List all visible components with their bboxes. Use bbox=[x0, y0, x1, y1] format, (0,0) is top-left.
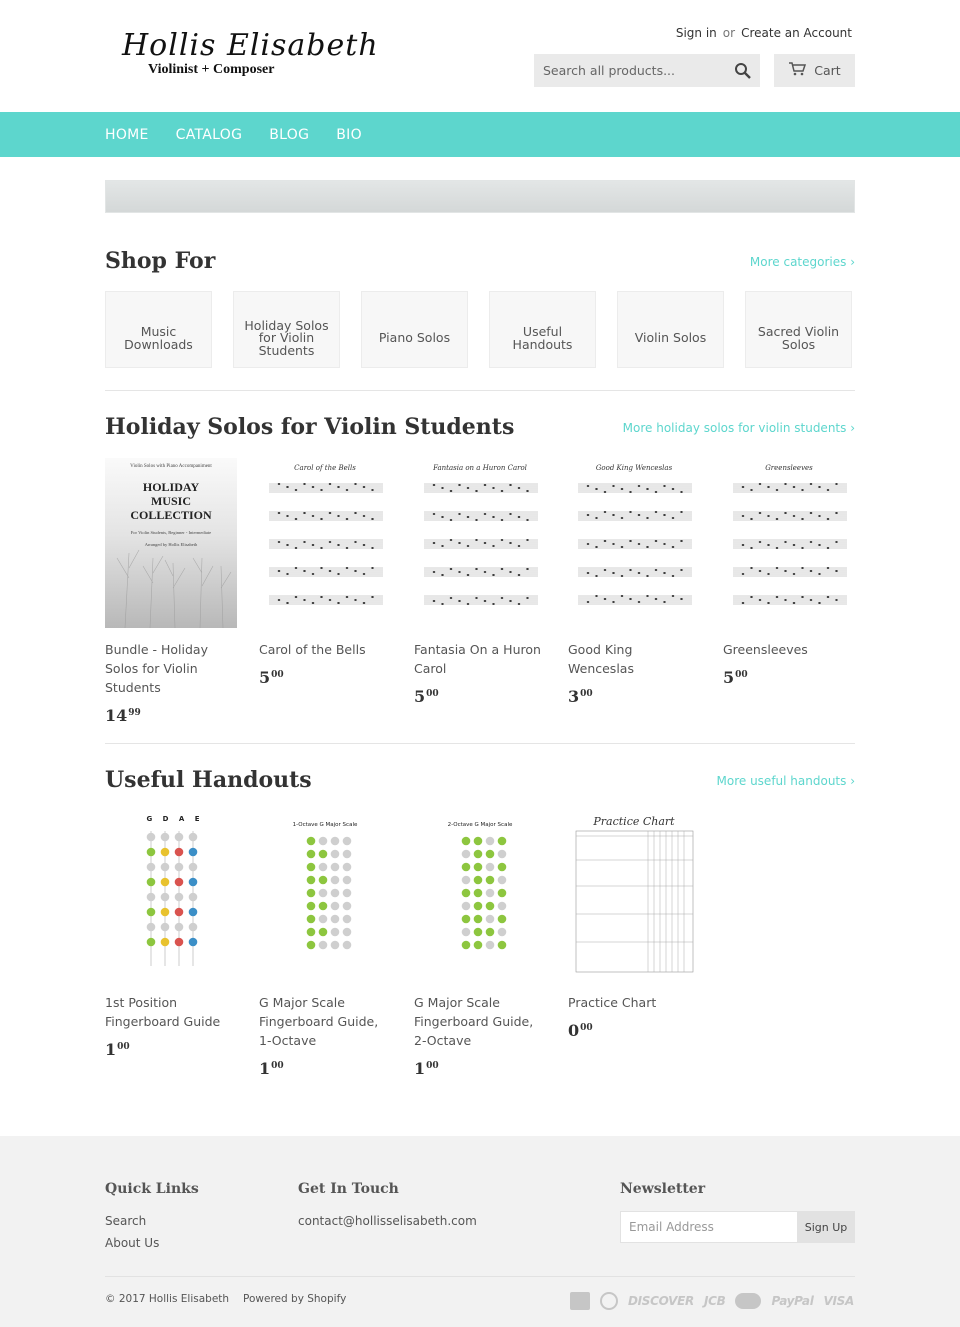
product-price bbox=[105, 706, 237, 725]
sheet-title: Fantasia on a Huron Carol bbox=[433, 464, 527, 472]
divider bbox=[105, 390, 855, 391]
price-cents: 00 bbox=[580, 1023, 593, 1033]
staff-lines bbox=[568, 458, 700, 628]
nav-item-blog[interactable]: BLOG bbox=[269, 126, 310, 143]
category-violin-solos[interactable]: Violin Solos bbox=[617, 291, 724, 368]
or-text: or bbox=[722, 26, 736, 40]
more-holiday-link[interactable]: More holiday solos for violin students › bbox=[622, 421, 855, 435]
create-account-link[interactable]: Create an Account bbox=[741, 26, 852, 40]
product-price bbox=[414, 1059, 546, 1078]
logo-script-text: Hollis Elisabeth bbox=[122, 28, 379, 63]
cart-label: Cart bbox=[814, 63, 841, 78]
scale-title: 2-Octave G Major Scale bbox=[447, 822, 513, 828]
hero-banner[interactable] bbox=[105, 180, 855, 213]
handouts-section-title: Useful Handouts bbox=[105, 767, 312, 793]
product-image-scale-guide[interactable] bbox=[259, 811, 391, 981]
diners-icon bbox=[600, 1292, 618, 1310]
cover-level: For Violin Students, Beginner - Intermediate bbox=[130, 530, 212, 535]
divider bbox=[105, 743, 855, 744]
product-price bbox=[568, 1021, 700, 1040]
site-header bbox=[0, 0, 960, 112]
price-cents: 00 bbox=[735, 670, 748, 680]
search-input[interactable] bbox=[534, 54, 724, 87]
main-nav bbox=[0, 112, 960, 157]
cover-subtitle: Violin Solos with Piano Accompaniment bbox=[130, 464, 212, 469]
product-card[interactable] bbox=[259, 811, 391, 1078]
staff-lines bbox=[259, 458, 391, 628]
nav-item-catalog[interactable]: CATALOG bbox=[175, 126, 243, 143]
product-image-holiday-cover[interactable] bbox=[105, 458, 237, 628]
sheet-title: Greensleeves bbox=[765, 464, 813, 472]
sheet-title: Carol of the Bells bbox=[294, 464, 356, 472]
product-price bbox=[568, 687, 700, 706]
cart-icon bbox=[788, 62, 806, 79]
staff-lines bbox=[723, 458, 855, 628]
product-image-practice-chart[interactable] bbox=[568, 811, 700, 981]
price-main: 5 bbox=[723, 668, 735, 687]
holiday-section-title: Holiday Solos for Violin Students bbox=[105, 414, 515, 440]
price-cents: 00 bbox=[580, 689, 593, 699]
product-image-fingerboard[interactable] bbox=[105, 811, 237, 981]
product-title[interactable]: G Major Scale Fingerboard Guide, 2-Octave bbox=[414, 995, 534, 1048]
product-title[interactable]: G Major Scale Fingerboard Guide, 1-Octave bbox=[259, 995, 379, 1048]
product-price bbox=[105, 1040, 237, 1059]
price-main: 5 bbox=[259, 668, 271, 687]
product-card[interactable] bbox=[105, 458, 237, 725]
category-useful-handouts[interactable]: Useful Handouts bbox=[489, 291, 596, 368]
price-cents: 00 bbox=[271, 670, 284, 680]
discover-icon: DISCOVER bbox=[627, 1294, 694, 1308]
category-sacred-violin-solos[interactable]: Sacred Violin Solos bbox=[745, 291, 852, 368]
price-cents: 00 bbox=[426, 1061, 439, 1071]
product-title[interactable]: Practice Chart bbox=[568, 995, 657, 1010]
product-image-sheet-music[interactable] bbox=[259, 458, 391, 628]
nav-item-bio[interactable]: BIO bbox=[336, 126, 362, 143]
price-main: 1 bbox=[105, 1040, 117, 1059]
footer-link-about[interactable]: About Us bbox=[105, 1236, 160, 1250]
visa-icon: VISA bbox=[823, 1294, 854, 1308]
copyright bbox=[105, 1293, 346, 1305]
nav-item-home[interactable]: HOME bbox=[105, 126, 149, 143]
account-links bbox=[676, 26, 852, 40]
product-image-sheet-music[interactable] bbox=[723, 458, 855, 628]
price-main: 1 bbox=[414, 1059, 426, 1078]
cover-word-1: HOLIDAY bbox=[142, 480, 200, 494]
cover-word-3: COLLECTION bbox=[130, 508, 212, 522]
product-price bbox=[259, 1059, 391, 1078]
category-music-downloads[interactable]: Music Downloads bbox=[105, 291, 212, 368]
price-cents: 00 bbox=[426, 689, 439, 699]
get-in-touch-title: Get In Touch bbox=[298, 1181, 399, 1197]
newsletter-email-input[interactable]: Email Address bbox=[620, 1211, 798, 1243]
newsletter-title: Newsletter bbox=[620, 1181, 706, 1197]
cart-button[interactable] bbox=[774, 54, 855, 87]
mastercard-icon bbox=[735, 1293, 761, 1309]
logo-subtitle: Violinist + Composer bbox=[148, 62, 275, 77]
search-form bbox=[534, 54, 760, 87]
category-holiday-solos[interactable]: Holiday Solos for Violin Students bbox=[233, 291, 340, 368]
practice-chart-title: Practice Chart bbox=[593, 815, 675, 828]
footer-divider bbox=[105, 1276, 855, 1277]
product-card[interactable] bbox=[259, 458, 391, 687]
price-main: 1 bbox=[259, 1059, 271, 1078]
product-card[interactable] bbox=[105, 811, 237, 1059]
search-icon[interactable] bbox=[734, 62, 752, 80]
product-price bbox=[414, 687, 546, 706]
scale-title: 1-Octave G Major Scale bbox=[292, 822, 358, 828]
product-image-sheet-music[interactable] bbox=[414, 458, 546, 628]
product-title[interactable]: Fantasia On a Huron Carol bbox=[414, 642, 541, 676]
amex-icon bbox=[570, 1292, 590, 1310]
product-card[interactable] bbox=[568, 458, 700, 706]
product-card[interactable] bbox=[414, 458, 546, 706]
shop-for-title: Shop For bbox=[105, 248, 216, 274]
product-image-scale-guide[interactable] bbox=[414, 811, 546, 981]
copyright-text: © 2017 Hollis Elisabeth bbox=[105, 1293, 230, 1305]
quick-links-title: Quick Links bbox=[105, 1181, 199, 1197]
category-piano-solos[interactable]: Piano Solos bbox=[361, 291, 468, 368]
string-names: G D A E bbox=[146, 815, 204, 823]
footer-link-search[interactable]: Search bbox=[105, 1214, 147, 1228]
jcb-icon: JCB bbox=[703, 1294, 726, 1308]
product-price bbox=[723, 668, 855, 687]
more-handouts-link[interactable]: More useful handouts › bbox=[716, 774, 855, 788]
cover-word-2: MUSIC bbox=[150, 494, 191, 508]
price-cents: 00 bbox=[271, 1061, 284, 1071]
price-main: 14 bbox=[105, 706, 128, 725]
site-logo[interactable] bbox=[120, 28, 379, 80]
product-title[interactable]: Good King Wenceslas bbox=[568, 642, 634, 676]
contact-email-link[interactable]: contact@hollisselisabeth.com bbox=[298, 1214, 477, 1228]
price-main: 3 bbox=[568, 687, 580, 706]
sheet-title: Good King Wenceslas bbox=[595, 464, 673, 472]
site-footer bbox=[0, 1136, 960, 1327]
product-title[interactable]: Carol of the Bells bbox=[259, 642, 366, 657]
newsletter-signup-button[interactable]: Sign Up bbox=[797, 1211, 855, 1243]
powered-by-link[interactable]: Powered by Shopify bbox=[243, 1293, 347, 1305]
product-card[interactable] bbox=[568, 811, 700, 1040]
price-main: 0 bbox=[568, 1021, 580, 1040]
product-title[interactable]: Greensleeves bbox=[723, 642, 808, 657]
product-card[interactable] bbox=[414, 811, 546, 1078]
product-image-sheet-music[interactable] bbox=[568, 458, 700, 628]
price-cents: 00 bbox=[117, 1042, 130, 1052]
product-title[interactable]: Bundle - Holiday Solos for Violin Students bbox=[105, 642, 208, 695]
price-main: 5 bbox=[414, 687, 426, 706]
staff-lines bbox=[414, 458, 546, 628]
cover-arranger: Arranged by Hollis Elisabeth bbox=[144, 542, 198, 547]
product-price bbox=[259, 668, 391, 687]
more-categories-link[interactable]: More categories › bbox=[749, 255, 855, 269]
price-cents: 99 bbox=[128, 708, 141, 718]
product-title[interactable]: 1st Position Fingerboard Guide bbox=[105, 995, 221, 1029]
paypal-icon: PayPal bbox=[771, 1294, 814, 1308]
sign-in-link[interactable]: Sign in bbox=[675, 26, 717, 40]
payment-icons bbox=[570, 1292, 854, 1310]
product-card[interactable] bbox=[723, 458, 855, 687]
